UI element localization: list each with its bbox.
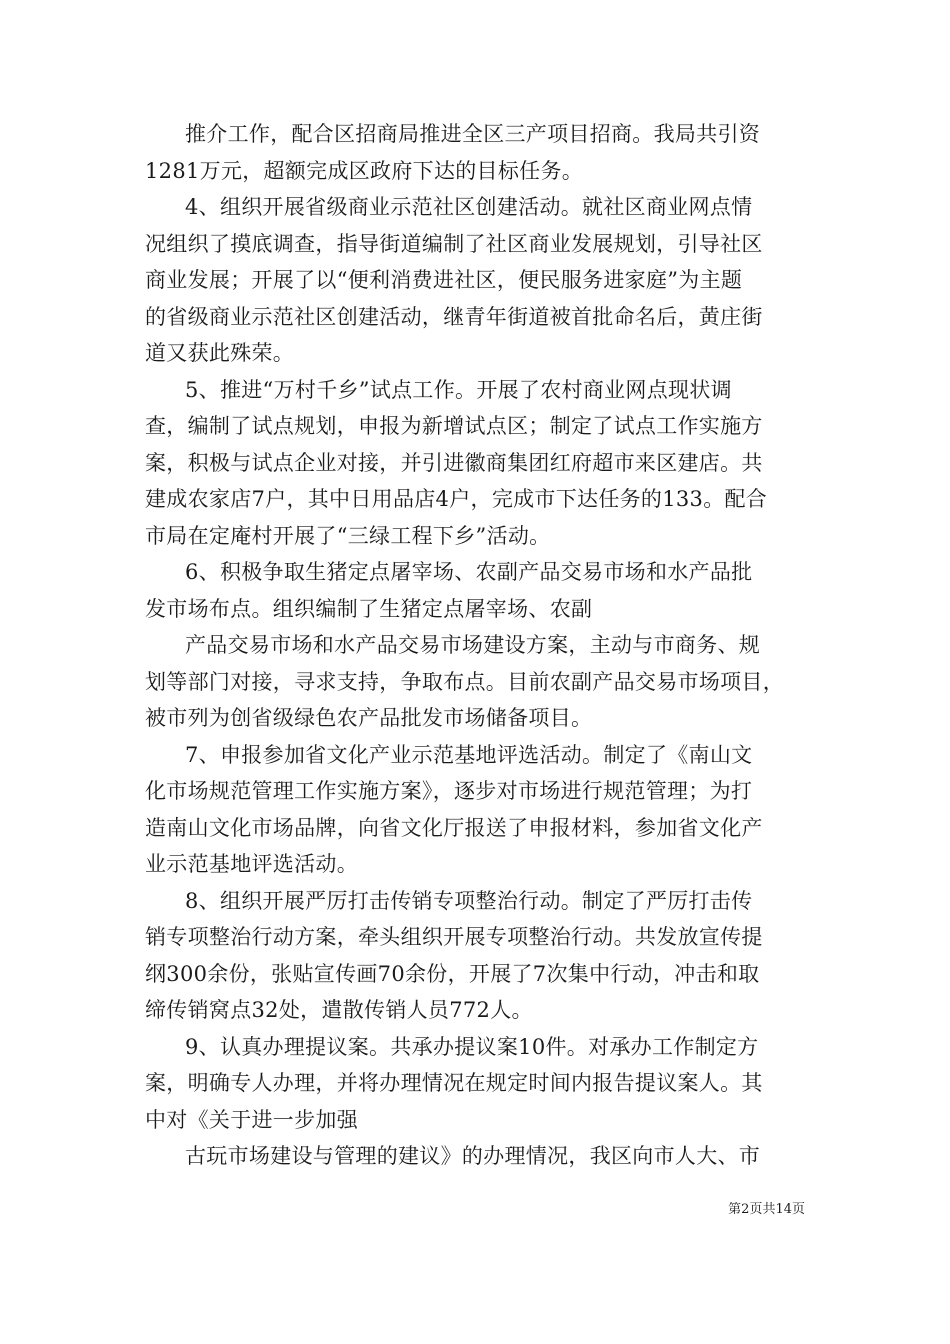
text-line: 推介工作，配合区招商局推进全区三产项目招商。我局共引资 bbox=[185, 122, 761, 146]
body-text bbox=[145, 116, 805, 1175]
text-line: 6、积极争取生猪定点屠宰场、农副产品交易市场和水产品批 bbox=[185, 560, 753, 584]
text-line: 7、申报参加省文化产业示范基地评选活动。制定了《南山文 bbox=[185, 742, 753, 767]
text-line: 查，编制了试点规划，申报为新增试点区；制定了试点工作实施方 bbox=[145, 414, 763, 438]
text-line: 8、组织开展严厉打击传销专项整治行动。制定了严厉打击传 bbox=[185, 888, 753, 913]
text-line: 缔传销窝点32处，遣散传销人员772人。 bbox=[145, 998, 533, 1022]
text-line: 纲300余份，张贴宣传画70余份，开展了7次集中行动，冲击和取 bbox=[145, 961, 760, 986]
text-line: 商业发展；开展了以“便利消费进社区，便民服务进家庭”为主题 bbox=[145, 268, 743, 292]
text-line: 建成农家店7户，其中日用品店4户，完成市下达任务的133。配合 bbox=[145, 487, 768, 511]
text-line: 1281万元，超额完成区政府下达的目标任务。 bbox=[145, 158, 584, 183]
text-line: 道又获此殊荣。 bbox=[145, 341, 295, 365]
text-line: 发市场布点。组织编制了生猪定点屠宰场、农副 bbox=[145, 596, 593, 621]
text-line: 造南山文化市场品牌，向省文化厅报送了申报材料，参加省文化产 bbox=[145, 815, 763, 840]
page-number: 第2页共14页 bbox=[728, 1202, 805, 1217]
text-line: 9、认真办理提议案。共承办提议案10件。对承办工作制定方 bbox=[185, 1034, 759, 1059]
text-line: 5、推进“万村千乡”试点工作。开展了农村商业网点现状调 bbox=[185, 377, 732, 402]
text-line: 4、组织开展省级商业示范社区创建活动。就社区商业网点情 bbox=[185, 195, 753, 219]
text-line: 销专项整治行动方案，牵头组织开展专项整治行动。共发放宣传提 bbox=[145, 925, 763, 949]
text-line: 古玩市场建设与管理的建议》的办理情况，我区向市人大、市 bbox=[185, 1144, 761, 1168]
text-line: 中对《关于进一步加强 bbox=[145, 1107, 358, 1132]
text-line: 案，积极与试点企业对接，并引进徽商集团红府超市来区建店。共 bbox=[145, 450, 763, 475]
text-line: 的省级商业示范社区创建活动，继青年街道被首批命名后，黄庄街 bbox=[145, 304, 763, 329]
text-line: 化市场规范管理工作实施方案》，逐步对市场进行规范管理；为打 bbox=[145, 779, 753, 803]
text-line: 被市列为创省级绿色农产品批发市场储备项目。 bbox=[145, 706, 593, 730]
text-line: 况组织了摸底调查，指导街道编制了社区商业发展规划，引导社区 bbox=[145, 231, 763, 256]
text-line: 市局在定庵村开展了“三绿工程下乡”活动。 bbox=[145, 523, 551, 548]
text-line: 案，明确专人办理，并将办理情况在规定时间内报告提议案人。其 bbox=[145, 1071, 763, 1095]
text-line: 产品交易市场和水产品交易市场建设方案，主动与市商务、规 bbox=[185, 633, 761, 657]
text-line: 业示范基地评选活动。 bbox=[145, 852, 358, 876]
text-line: 划等部门对接，寻求支持，争取布点。目前农副产品交易市场项目， bbox=[145, 669, 784, 694]
